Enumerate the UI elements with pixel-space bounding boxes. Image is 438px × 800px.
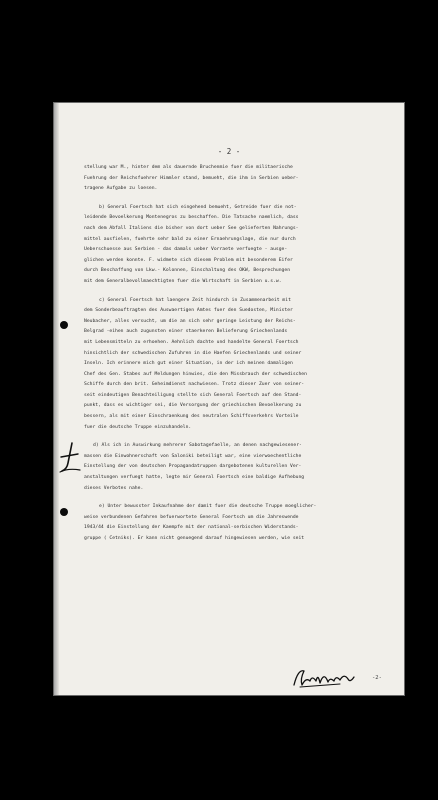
- paragraph-gap: [84, 494, 402, 502]
- document-page: [54, 103, 404, 695]
- text-line: [84, 441, 402, 452]
- text-line: dieses Verbotes nahe.: [84, 485, 144, 491]
- text-line: Schiffe durch den brit. Geheimdienst nachwiesen. Trotz dieser Zuer von seiner-: [84, 382, 305, 388]
- text-line: Chef des Gen. Stabes auf Meldungen hinwies, die den Missbrauch der schwedischen: [84, 371, 307, 377]
- text-line: punkt, dass es wichtiger sei, die Versorgung der griechischen Bevoelkerung zu: [84, 403, 302, 409]
- text-line: mit dem Generalbevollmaechtigten fuer die Wirtschaft in Serbien u.s.w.: [84, 278, 282, 284]
- paragraph-gap: [84, 288, 402, 296]
- text-line: durch Beschaffung von Lkw.- Kolonnen, Einschaltung des OKW, Besprechungen: [84, 268, 291, 274]
- text-line: Ueberschuesse aus Serbien - das damals ueber Vorraete verfuegte - ausge-: [84, 247, 288, 253]
- text-line: Belgrad -eihen auch zugunsten einer staerkeren Belieferung Griechenlands: [84, 329, 288, 335]
- text-line: mittel ausfielen, fuehrte sehr bald zu einer Ernaehrungslage, die nur durch: [84, 236, 296, 242]
- page-number: - 2 -: [217, 147, 241, 156]
- text-line: [84, 502, 402, 513]
- text-line: leidende Bevoelkerung Montenegros zu beschaffen. Die Tatsache naemlich, dass: [84, 215, 299, 221]
- text-line: Neubacher, alles versucht, um die an sich sehr geringe Leistung der Reichs-: [84, 318, 296, 324]
- paragraph-gap: [84, 195, 402, 203]
- text-line-content: e) Unter bewusster Inkaufnahme der damit fuer die deutsche Truppe moeglicher-: [99, 504, 317, 510]
- text-line: anstaltungen verfuegt hatte, legte mir General Foertsch eine baldige Aufhebung: [84, 475, 305, 481]
- text-line-content: d) Als ich in Auswirkung mehrerer Sabotagefaelle, an denen nachgewiesener-: [93, 443, 302, 449]
- text-line: tragene Aufgabe zu loesen.: [84, 186, 158, 192]
- text-line: [84, 203, 402, 214]
- paragraph-gap: [84, 433, 402, 441]
- text-line-content: b) General Foertsch hat sich eingehend bemueht, Getreide fuer die not-: [99, 204, 297, 210]
- punch-hole: [60, 508, 68, 516]
- text-line: seit eindeutigen Benachteiligung stellte sich General Foertsch auf den Stand-: [84, 392, 302, 398]
- text-line: mit Lebensmitteln zu erhoehen. Aehnlich dachte und handelte General Foertsch: [84, 339, 299, 345]
- text-line: glichen werden konnte. F. widmete sich diesem Problem mit besonderem Eifer: [84, 257, 293, 263]
- text-line: stellung war M., hinter dem als dauernde Bruchenmie fuer die militaerische: [84, 165, 293, 170]
- handwritten-margin-mark: [58, 441, 82, 475]
- punch-hole: [60, 321, 68, 329]
- text-line: Einstellung der von deutschen Propagandatruppen dargebotenen kulturellen Ver-: [84, 464, 302, 470]
- scan-edge: [54, 103, 59, 695]
- text-line: nach dem Abfall Italiens die bisher von dort ueber See gelieferten Nahrungs-: [84, 225, 299, 231]
- text-line: hinsichtlich der schwedischen Zufuhren in die Haefen Griechenlands und seiner: [84, 350, 302, 356]
- text-line: weise verbundenen Gefahren befuerwortete General Foertsch um die Jahreswende: [84, 514, 299, 520]
- document-body: [84, 163, 402, 545]
- text-line: dem Sonderbeauftragten des Auswaertigen Amtes fuer den Suedosten, Minister: [84, 308, 293, 314]
- text-line: Fuehrung der Reichsfuehrer Himmler stand, bemueht, die ihm in Serbien ueber-: [84, 175, 299, 181]
- text-line: [84, 296, 402, 307]
- text-line: gruppe ( Cetniks). Er kann nicht genuegend darauf hingewiesen werden, wie seit: [84, 536, 305, 541]
- text-line: massen die Einwohnerschaft von Saloniki beteiligt war, eine vierwoechentliche: [84, 453, 302, 459]
- text-line: Inseln. Ich erinnere mich gut einer Situation, in der ich meinen damaligen: [84, 361, 293, 367]
- text-line: fuer die deutsche Truppe einzuhandeln.: [84, 424, 192, 430]
- handwritten-signature: [290, 665, 358, 691]
- text-line: 1943/44 die Einstellung der Kaempfe mit der national-serbischen Widerstands-: [84, 525, 299, 531]
- text-line-content: c) General Foertsch hat laengere Zeit hindurch in Zusammenarbeit mit: [99, 297, 291, 303]
- text-line: bessern, als mit einer Einschraenkung des neutralen Schiffsverkehrs Vorteile: [84, 414, 299, 420]
- page-end-mark: -2-: [372, 675, 382, 681]
